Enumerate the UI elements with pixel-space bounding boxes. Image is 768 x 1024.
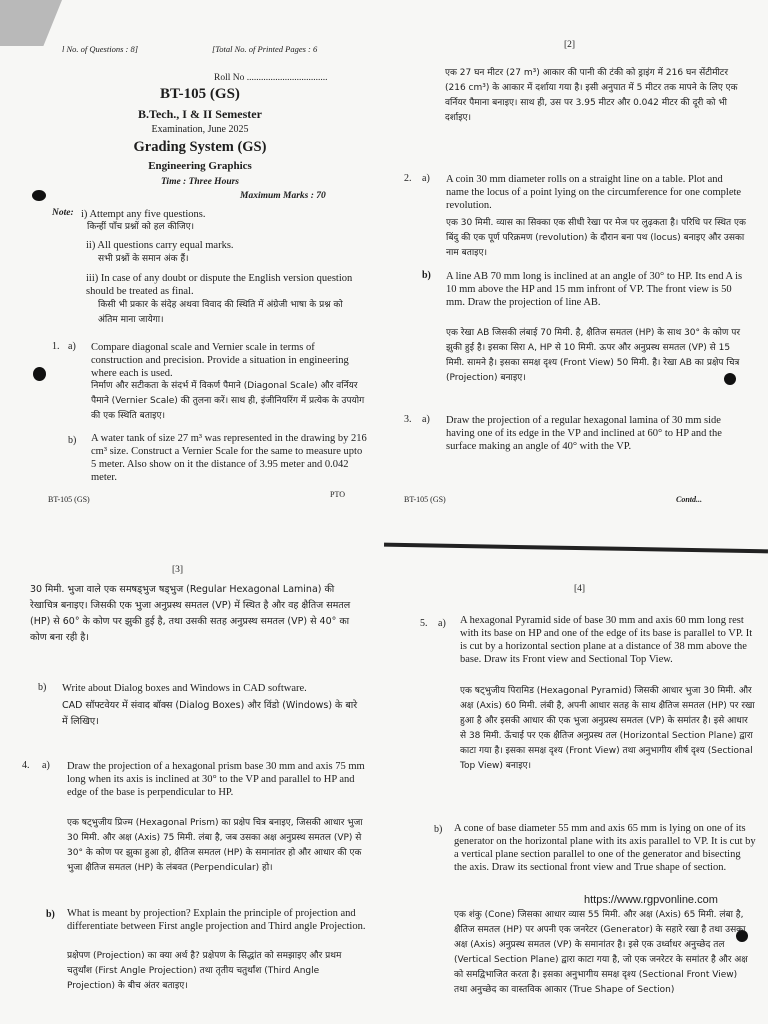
scan-punch-mark [33,367,46,381]
question-5b-label: b) [434,824,443,835]
question-2b-label: b) [422,270,431,281]
question-1a-hindi: निर्माण और सटीकता के संदर्भ में विकर्ण पैमाने (Diagonal Scale) और वर्नियर पैमाने (Vernier Scale) की तुलना करें। साथ ही, इंजीनियरिंग में प्रत्येक के उपयोग की एक स्थिति बताइए। [91,381,365,421]
footer-paper-code: BT-105 (GS) [48,495,90,504]
note-label: Note: [52,208,74,218]
page-number: [4] [574,584,586,594]
question-3a-hindi: 30 मिमी. भुजा वाले एक समषड्भुज षड्भुज (Regular Hexagonal Lamina) की रेखाचित्र बनाइए। जिसकी एक भुजा अनुप्रस्थ समतल (VP) में स्थित है और वह क्षैतिज समतल (HP) से 60° के कोण पर झुकी हुई है, तथा उसकी सतह अनुप्रस्थ समतल (VP) से 40° का कोण बना रही है। [30,584,351,643]
question-4a-hindi: एक षट्भुजीय प्रिज्म (Hexagonal Prism) का प्रक्षेप चित्र बनाइए, जिसकी आधार भुजा 30 मिमी. और अक्ष (Axis) 75 मिमी. लंबा है, जब उसका अक्ष अनुप्रस्थ समतल (VP) से 30° के कोण पर झुका हुआ हो, क्षैतिज समतल (HP) के समानांतर हो और आधार की एक भुजा क्षैतिज समतल (HP) के लंबवत (Perpendicular) हो। [67,818,363,873]
scan-punch-mark [32,190,46,201]
question-4a-english: Draw the projection of a hexagonal prism base 30 mm and axis 75 mm long when its axis is inclined at 30° to the VP and parallel to HP and edge of the base is perpendicular to HP. [67,761,365,798]
question-5a-hindi: एक षट्भुजीय पिरामिड (Hexagonal Pyramid) जिसकी आधार भुजा 30 मिमी. और अक्ष (Axis) 60 मिमी. लंबी है, अपनी आधार सतह के साथ क्षैतिज समतल (HP) पर रखा हुआ है और इसकी आधार की एक भुजा अनुप्रस्थ समतल (VP) के समांतर है। इसे आधार से 38 मिमी. ऊँचाई पर एक क्षैतिज अनुप्रस्थ तल (Horizontal Section Plane) द्वारा काटा गया है। इसका समक्ष दृश्य (Front View) तथा अनुभागीय शीर्ष दृश्य (Sectional Top View) बनाइए। [460,686,755,771]
question-3-number: 3. [404,414,412,425]
question-5b-english: A cone of base diameter 55 mm and axis 65 mm is lying on one of its generator on the horizontal plane with its axis parallel to VP. It is cut by a vertical plane section parallel to one of the generator and bisecting the axis. Draw its sectional front view and True shape of section. [454,823,756,873]
question-4-number: 4. [22,760,30,771]
note-3-hindi: किसी भी प्रकार के संदेह अथवा विवाद की स्थिति में अंग्रेजी भाषा के प्रश्न को अंतिम माना जायेगा। [98,300,343,325]
page-2 [384,0,768,512]
question-2a-english: A coin 30 mm diameter rolls on a straight line on a table. Plot and name the locus of a point lying on the circumference for one complete revolution. [446,174,742,211]
question-5-number: 5. [420,618,428,629]
scan-punch-mark [724,373,736,385]
time-allowed: Time : Three Hours [160,177,240,187]
subject-title: Engineering Graphics [148,160,252,172]
question-4a-label: a) [42,760,50,771]
note-3: iii) In case of any doubt or dispute the English version question should be treated as final. [86,273,353,297]
note-2-hindi: सभी प्रश्नों के समान अंक हैं। [98,254,189,264]
roll-number-field: Roll No .................................. [214,73,328,83]
printed-pages-header: [Total No. of Printed Pages : 6 [212,44,318,54]
page-number: [2] [564,40,576,50]
program-semester: B.Tech., I & II Semester [138,107,262,121]
continued-label: Contd... [676,495,703,504]
question-1b-english: A water tank of size 27 m³ was represented in the drawing by 216 cm³ size. Construct a Vernier Scale for the same to measure upto 5 meter. Also show on it the distance of 3.95 meter and 0.042 meter. [91,433,367,483]
question-2-number: 2. [404,173,412,184]
question-1b-label: b) [68,435,77,446]
question-2b-english: A line AB 70 mm long is inclined at an angle of 30° to HP. Its end A is 10 mm above the HP and 15 mm infront of VP. The front view is 50 mm. Draw the projection of line AB. [446,271,743,308]
question-5a-english: A hexagonal Pyramid side of base 30 mm and axis 60 mm long rest with its base on HP and one of the edge of its base is parallel to VP. It is cut by a horizontal section plane at a distance of 38 mm above the base. Draw its Front view and Sectional Top View. [460,615,753,665]
question-1a-label: a) [68,341,76,352]
question-3b-hindi: CAD सॉफ्टवेयर में संवाद बॉक्स (Dialog Boxes) और विंडो (Windows) के बारे में लिखिए। [62,700,358,727]
maximum-marks: Maximum Marks : 70 [240,191,326,201]
question-1-number: 1. [52,341,60,352]
please-turn-over: PTO [330,490,345,499]
question-5b-hindi: एक शंकु (Cone) जिसका आधार व्यास 55 मिमी. और अक्ष (Axis) 65 मिमी. लंबा है, क्षैतिज समतल (HP) पर अपनी एक जनरेटर (Generator) के सहारे रखा है तथा उसका अक्ष (Axis) अनुप्रस्थ समतल (VP) के समानांतर है। इसे एक उर्ध्वाधर अनुच्छेद तल (Vertical Section Plane) द्वारा काटा गया है, जो एक जनरेटर के समांतर है और अक्ष को समद्विभाजित करता है। इसका अनुभागीय समक्ष दृश्य (Sectional Front View) तथा अनुच्छेद का वास्तविक आकार (True Shape of Section) [454,910,748,995]
question-4b-english: What is meant by projection? Explain the principle of projection and differentiate between First angle projection and Third angle Projection. [67,908,366,932]
question-4b-hindi: प्रक्षेपण (Projection) का क्या अर्थ है? प्रक्षेपण के सिद्धांत को समझाइए और प्रथम चतुर्थांश (First Angle Projection) तथा तृतीय चतुर्थांश (Third Angle Projection) के बीच अंतर बताइए। [67,951,342,991]
note-1-hindi: किन्हीं पाँच प्रश्नों को हल कीजिए। [87,222,195,232]
page-3 [0,512,384,1024]
total-questions-header: l No. of Questions : 8] [62,44,139,54]
scan-corner-shadow [0,0,62,46]
page-4 [384,512,768,1024]
question-1a-english: Compare diagonal scale and Vernier scale in terms of construction and precision. Provide a situation in engineering where each is used. [91,342,349,379]
grading-system: Grading System (GS) [133,139,267,155]
question-3b-label: b) [38,682,47,693]
inline-website-stamp: https://www.rgpvonline.com [584,894,718,906]
note-2: ii) All questions carry equal marks. [86,240,234,251]
question-3a-english: Draw the projection of a regular hexagonal lamina of 30 mm side having one of its edge in the VP and inclined at 60° to HP and the surface making an angle of 40° with the VP. [446,415,722,452]
note-1: i) Attempt any five questions. [81,209,206,220]
question-4b-label: b) [46,909,55,920]
page-number: [3] [172,565,184,575]
question-2a-hindi: एक 30 मिमी. व्यास का सिक्का एक सीधी रेखा पर मेज पर लुढ़कता है। परिधि पर स्थित एक बिंदु की एक पूर्ण परिक्रमण (revolution) के दौरान बना पथ (locus) बनाइए और उसका नाम बताइए। [446,218,746,258]
question-2a-label: a) [422,173,430,184]
question-3a-label: a) [422,414,430,425]
page-1 [0,0,384,512]
question-5a-label: a) [438,618,446,629]
scan-edge-shadow [384,543,768,554]
question-2b-hindi: एक रेखा AB जिसकी लंबाई 70 मिमी. है, क्षैतिज समतल (HP) के साथ 30° के कोण पर झुकी हुई है। इसका सिरा A, HP से 10 मिमी. ऊपर और अनुप्रस्थ समतल (VP) से 15 मिमी. सामने है। इसका समक्ष दृश्य (Front View) 50 मिमी. है। रेखा AB का प्रक्षेप चित्र (Projection) बनाइए। [446,328,741,383]
question-3b-english: Write about Dialog boxes and Windows in CAD software. [62,683,307,694]
question-1b-hindi: एक 27 घन मीटर (27 m³) आकार की पानी की टंकी को ड्राइंग में 216 घन सेंटीमीटर (216 cm³) के आकार में दर्शाया गया है। इसी अनुपात में 5 मीटर तक मापने के लिए एक वर्नियर पैमाना बनाइए। साथ ही, उस पर 3.95 मीटर और 0.042 मीटर की दूरी को भी दर्शाइए। [445,68,738,123]
paper-code: BT-105 (GS) [160,86,240,102]
exam-session: Examination, June 2025 [151,124,249,135]
footer-paper-code: BT-105 (GS) [404,495,446,504]
